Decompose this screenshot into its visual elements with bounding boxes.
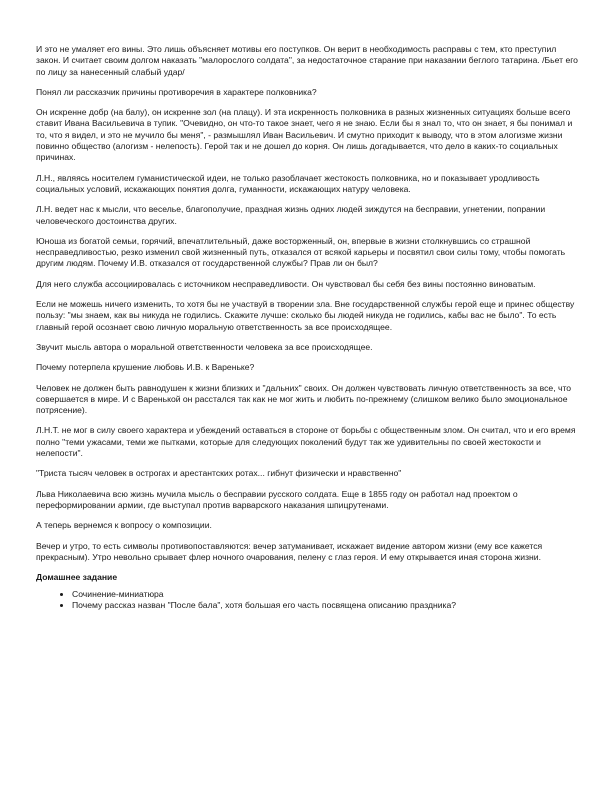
paragraph-4: Л.Н., являясь носителем гуманистической идеи, не только разоблачает жестокость полковника, но и показывает уродливость социальных условий, искажающих понятия долга, гуманности, искажающих натуру человека. — [36, 172, 540, 194]
paragraph-1: И это не умаляет его вины. Это лишь объясняет мотивы его поступков. Он верит в необходимость расправы с тем, кто преступил закон. И считает своим долгом наказать "малорослого солдата", за недостаточное старание при наказании беглого татарина. /Бьет его по лицу за нанесенный слабый удар/ — [36, 44, 578, 77]
paragraph-12: Л.Н.Т. не мог в силу своего характера и убеждений оставаться в стороне от борьбы с общественным злом. Он считал, что и его время полно "теми ужасами, теми же пытками, которые для следующих поколений будут так же удивительны по своей жестокости и нелепости". — [36, 425, 576, 459]
paragraph-3: Он искренне добр (на балу), он искренне зол (на плацу). И эта искренность полковника в разных жизненных ситуациях больше всего ставит Ивана Васильевича в тупик. "Очевидно, он что-то такое знает, чего я не знаю. Если бы я знал то, что он знает, я бы понимал и то, что я видел, и это не мучило бы меня", - размышлял Иван Васильевич. И смутно приходит к выводу, что в этом алогизме жизни повинно общество (алогизм - нелепость). Герой так и не дошел до корня. Он лишь догадывается, что дело в каких-то социальных причинах. — [36, 107, 573, 163]
paragraph-13: "Триста тысяч человек в острогах и арестантских ротах... гибнут физически и нравственно" — [36, 468, 402, 479]
paragraph-11: Человек не должен быть равнодушен к жизни близких и "дальних" своих. Он должен чувствовать личную ответственность за все, что совершается в мире. И с Варенькой он расстался так как не мог жить и любить по-прежнему (слишком велико было эмоциональное потрясение). — [36, 382, 572, 416]
paragraph-6: Юноша из богатой семьи, горячий, впечатлительный, даже восторженный, он, впервые в жизни столкнувшись со страшной несправедливостью, резко изменил свой жизненный путь, отказался от всякой карьеры и посвятил свои силы тому, чтобы помогать другим людям. Почему И.В. отказался от государственной службы? Прав ли он был? — [36, 235, 566, 269]
paragraph-16: Вечер и утро, то есть символы противопоставляются: вечер затуманивает, искажает видение автором жизни (ему все кажется прекрасным). Утро невольно срывает флер ночного очарования, пелену с глаз героя. И ему открывается иная сторона жизни. — [36, 540, 543, 562]
paragraph-2: Понял ли рассказчик причины противоречия в характере полковника? — [36, 86, 317, 97]
homework-item: • Почему рассказ назван "После бала", хотя большая его часть посвящена описанию праздника? — [72, 600, 580, 611]
paragraph-14: Льва Николаевича всю жизнь мучила мысль о бесправии русского солдата. Еще в 1855 году он работал над проектом о переформировании армии, где выступал против варварского наказания шпицрутенами. — [36, 488, 518, 510]
homework-item: • Сочинение-миниатюра — [72, 589, 580, 600]
homework-list — [36, 589, 580, 612]
paragraph-5: Л.Н. ведет нас к мысли, что веселье, благополучие, праздная жизнь одних людей зиждутся на бесправии, угнетении, попрании человеческого достоинства других. — [36, 204, 546, 226]
homework-heading: Домашнее задание — [36, 572, 118, 583]
paragraph-7: Для него служба ассоциировалась с источником несправедливости. Он чувствовал бы себя без вины постоянно виноватым. — [36, 278, 536, 289]
paragraph-10: Почему потерпела крушение любовь И.В. к Вареньке? — [36, 362, 255, 373]
document-page — [36, 44, 580, 612]
paragraph-9: Звучит мысль автора о моральной ответственности человека за все происходящее. — [36, 341, 373, 352]
paragraph-8: Если не можешь ничего изменить, то хотя бы не участвуй в творении зла. Вне государственной службы герой еще и принес обществу пользу: "мы знаем, как вы никуда не годились. Скажите лучше: сколько бы людей никуда не годились, кабы вас не было". То есть главный герой осознает свою личную моральную ответственность за все происходящее. — [36, 299, 575, 332]
paragraph-15: А теперь вернемся к вопросу о композиции. — [36, 520, 212, 531]
